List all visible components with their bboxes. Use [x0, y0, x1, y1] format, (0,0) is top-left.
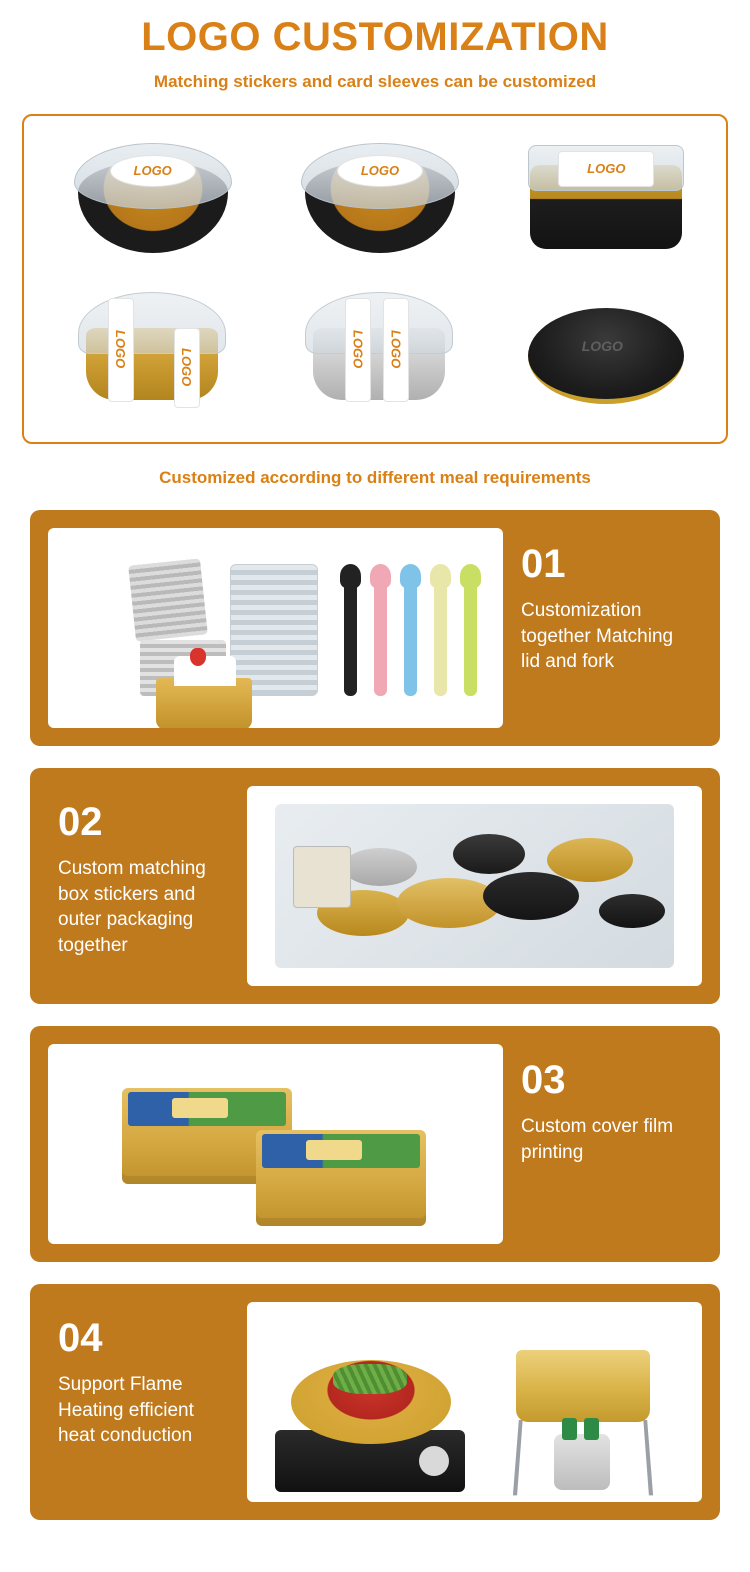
fork-icon	[464, 572, 477, 696]
film-artwork-icon	[172, 1098, 228, 1118]
black-container-icon	[453, 834, 525, 874]
feature-number: 04	[58, 1316, 103, 1360]
product-black-round-lid	[502, 284, 702, 424]
page-subtitle: Matching stickers and card sleeves can be customized	[153, 72, 597, 91]
feature-card-04	[30, 1284, 720, 1520]
feature-card-list	[0, 510, 750, 1520]
logo-sticker: LOGO	[337, 155, 423, 187]
feature-text-01	[503, 528, 702, 728]
product-showcase-panel	[22, 114, 728, 444]
feature-description: Customization together Matching lid and fork	[521, 600, 674, 673]
fork-icon	[404, 572, 417, 696]
product-round-black-bowl-gold-lid	[48, 135, 248, 275]
feature-description: Custom cover film printing	[521, 1116, 674, 1163]
fork-icon	[344, 572, 357, 696]
cover-film-print-icon	[262, 1134, 420, 1168]
section-note: Customized according to different meal requirements	[159, 468, 591, 487]
fuel-can-icon	[584, 1418, 599, 1440]
product-clear-dome-gold-cup	[275, 284, 475, 424]
logo-sleeve-left: LOGO	[345, 298, 371, 402]
feature-text-03	[503, 1044, 702, 1244]
feature-photo-03	[48, 1044, 503, 1244]
dome-lid-icon	[78, 292, 226, 354]
product-round-black-bowl-oval-sticker	[275, 135, 475, 275]
feature-text-02	[48, 786, 247, 986]
feature-number: 02	[58, 800, 103, 844]
page-title: LOGO CUSTOMIZATION	[141, 15, 609, 59]
printed-card-icon	[293, 846, 351, 908]
gas-burner-icon	[554, 1434, 610, 1490]
feature-card-03	[30, 1026, 720, 1262]
black-container-icon	[483, 872, 579, 920]
feature-description: Support Flame Heating efficient heat conduction	[58, 1374, 194, 1447]
dome-lid-icon	[305, 292, 453, 354]
feature-photo-04	[247, 1302, 702, 1502]
logo-sticker: LOGO	[558, 151, 654, 187]
black-container-icon	[599, 894, 665, 928]
silver-container-icon	[343, 848, 417, 886]
feature-text-04	[48, 1302, 247, 1502]
foil-container-icon	[547, 838, 633, 882]
round-lid-icon	[528, 308, 684, 404]
showcase-row-top	[34, 130, 716, 279]
product-rect-black-box-clear-lid	[502, 135, 702, 275]
logo-sleeve-right: LOGO	[174, 328, 200, 408]
showcase-row-bottom	[34, 279, 716, 428]
product-clear-dome-silver-cup	[48, 284, 248, 424]
film-artwork-icon	[306, 1140, 362, 1160]
page-header	[0, 0, 750, 92]
logo-sleeve-left: LOGO	[108, 298, 134, 402]
fuel-can-icon	[562, 1418, 577, 1440]
fork-icon	[434, 572, 447, 696]
feature-number: 03	[521, 1058, 566, 1102]
logo-sleeve-right: LOGO	[383, 298, 409, 402]
fork-icon	[374, 572, 387, 696]
stove-knob-icon	[419, 1446, 449, 1476]
cover-film-print-icon	[128, 1092, 286, 1126]
vegetable-garnish-icon	[333, 1364, 407, 1394]
foil-tray-stack-icon	[128, 558, 208, 641]
strawberry-icon	[190, 648, 206, 666]
meal-box-icon	[256, 1130, 426, 1226]
feature-number: 01	[521, 542, 566, 586]
clear-lid-stack-icon	[230, 564, 318, 696]
feature-card-01	[30, 510, 720, 746]
logo-print: LOGO	[581, 337, 623, 354]
feature-description: Custom matching box stickers and outer packaging together	[58, 858, 206, 956]
logo-sticker: LOGO	[110, 155, 196, 187]
feature-photo-02	[247, 786, 702, 986]
feature-photo-01	[48, 528, 503, 728]
foil-tray-icon	[516, 1350, 650, 1422]
feature-card-02	[30, 768, 720, 1004]
